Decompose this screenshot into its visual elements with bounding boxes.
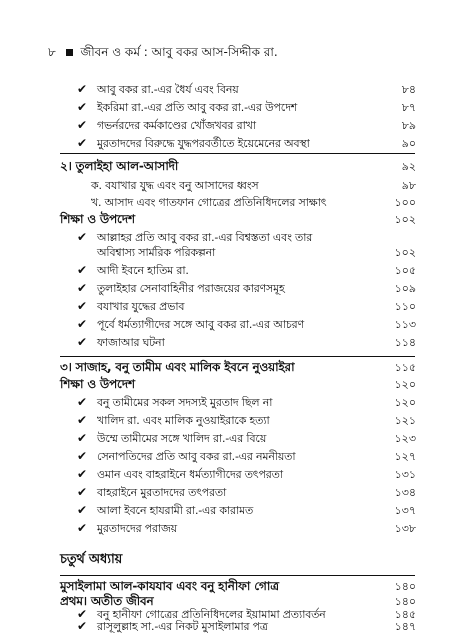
check-icon: ✔ — [77, 607, 88, 621]
check-icon: ✔ — [77, 118, 88, 132]
check-icon: ✔ — [77, 413, 88, 427]
check-icon: ✔ — [77, 619, 88, 633]
divider — [60, 575, 415, 576]
divider — [60, 153, 415, 154]
check-icon: ✔ — [77, 449, 88, 463]
check-icon: ✔ — [77, 395, 88, 409]
check-icon: ✔ — [77, 100, 88, 114]
check-icon: ✔ — [77, 503, 88, 517]
check-icon: ✔ — [77, 299, 88, 313]
check-icon: ✔ — [77, 82, 88, 96]
check-icon: ✔ — [77, 431, 88, 445]
check-icon: ✔ — [77, 263, 88, 277]
check-icon: ✔ — [77, 335, 88, 349]
divider — [60, 356, 415, 357]
check-icon: ✔ — [77, 467, 88, 481]
check-icon: ✔ — [77, 230, 88, 244]
page-number: ৮ — [48, 45, 56, 59]
check-icon: ✔ — [77, 136, 88, 150]
check-icon: ✔ — [77, 521, 88, 535]
running-header — [48, 44, 278, 64]
check-icon: ✔ — [77, 281, 88, 295]
square-bullet-icon — [66, 49, 73, 56]
check-icon: ✔ — [77, 317, 88, 331]
check-icon: ✔ — [77, 485, 88, 499]
running-title: জীবন ও কর্ম : আবু বকর আস-সিদ্দীক রা. — [80, 45, 278, 59]
